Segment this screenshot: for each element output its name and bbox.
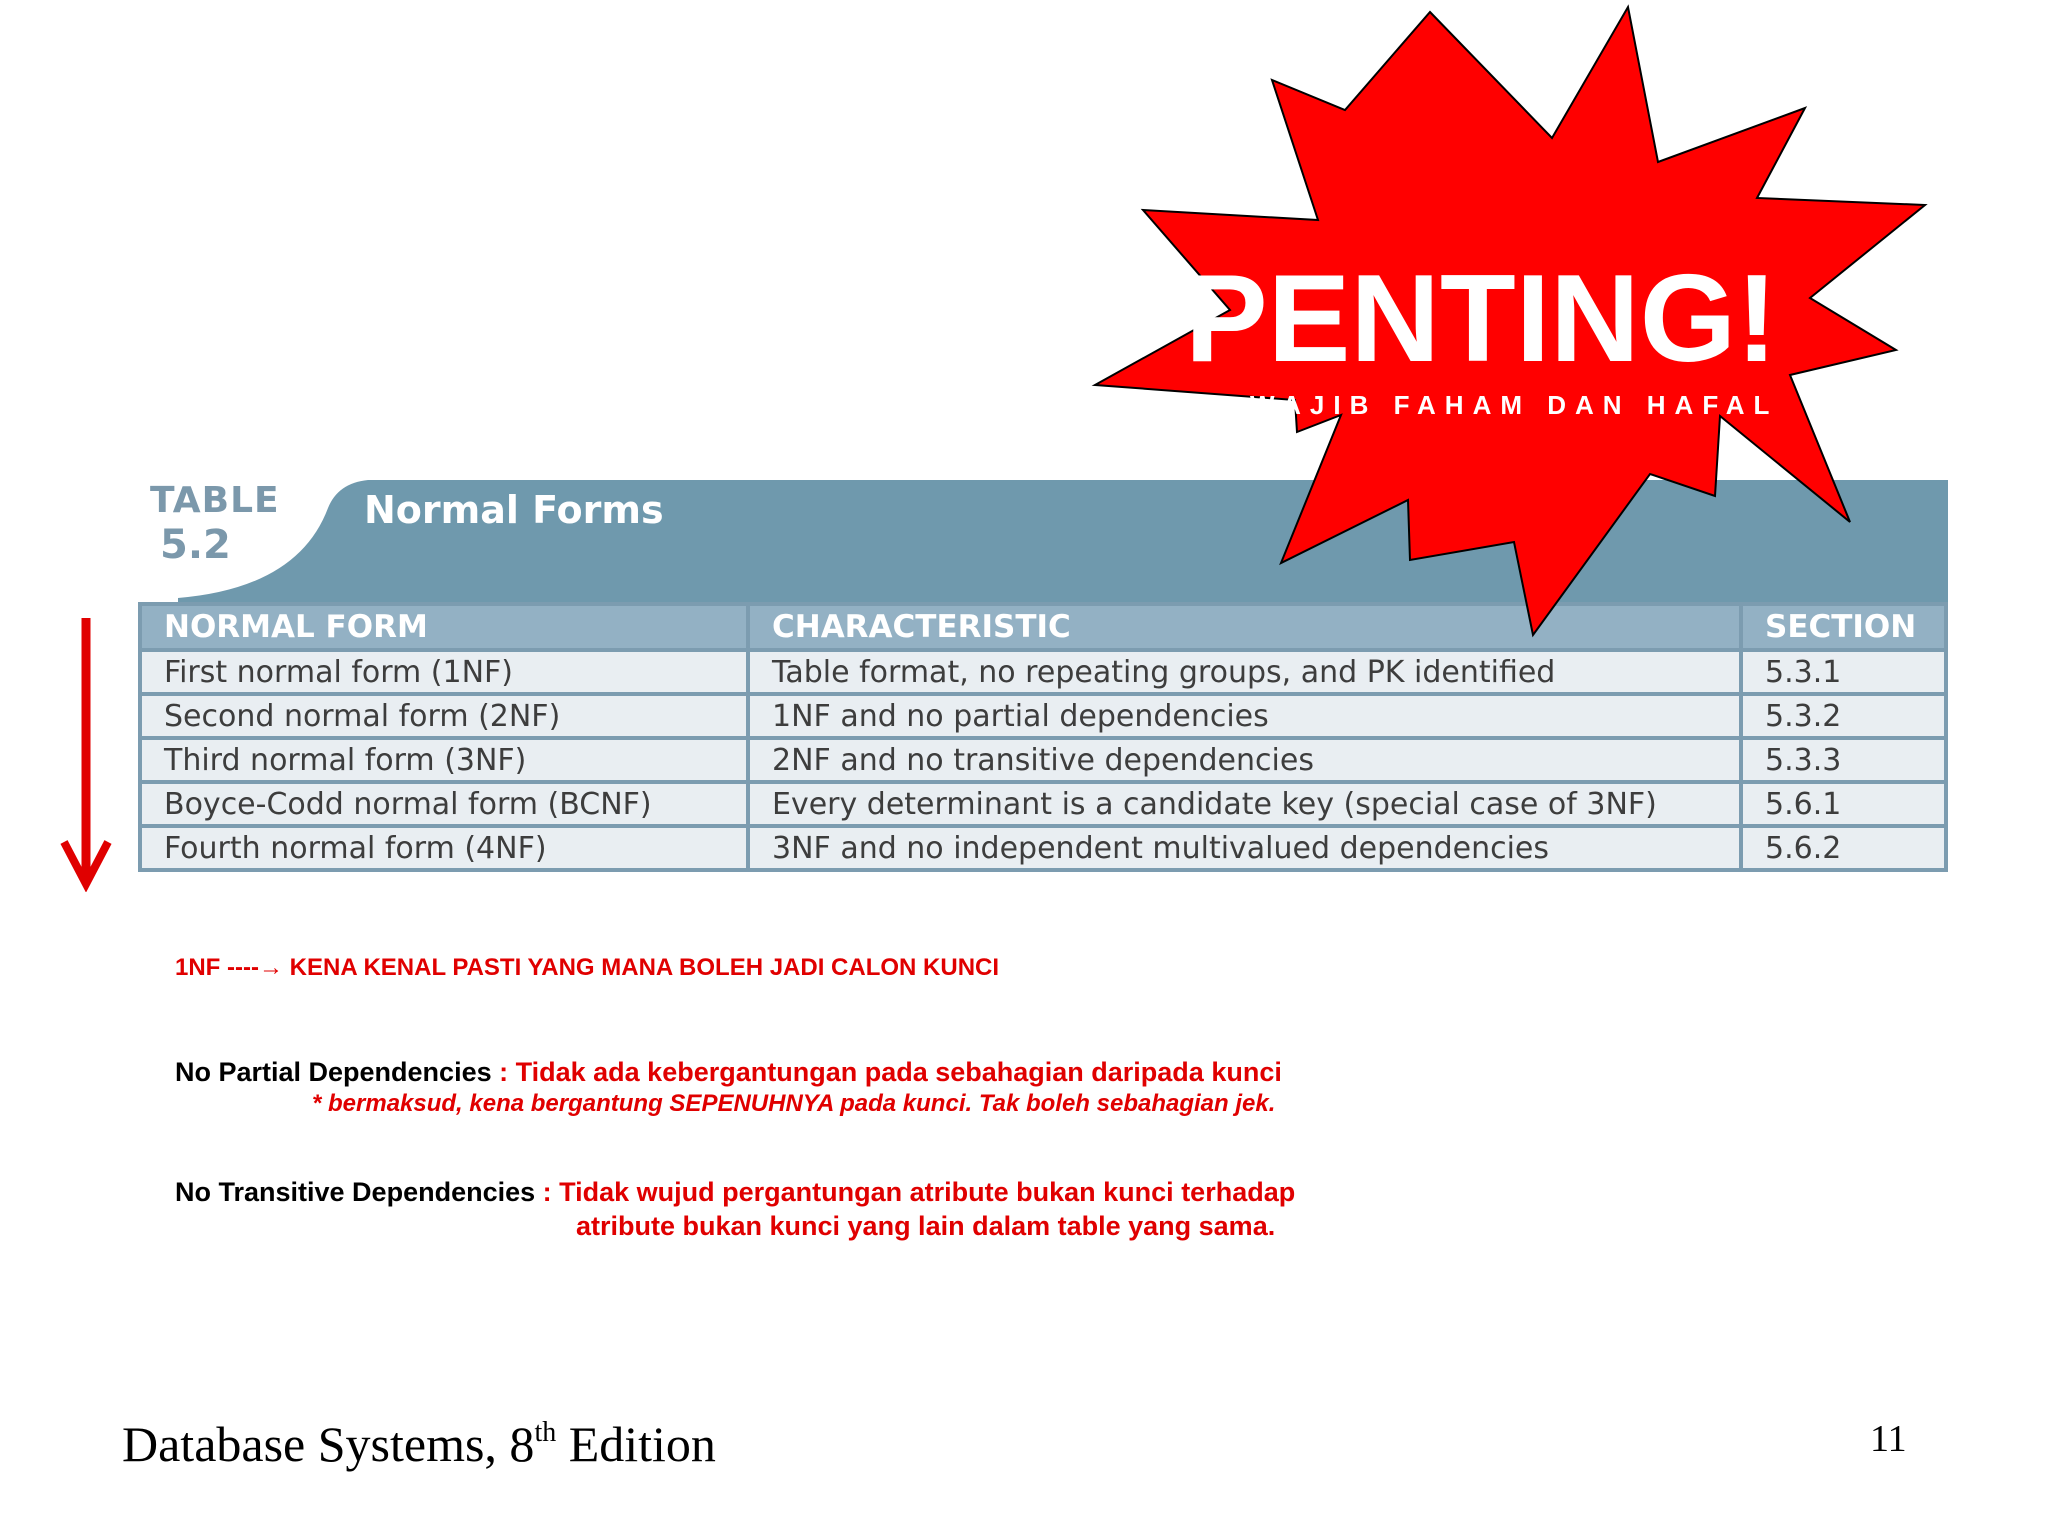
- cell-characteristic: Every determinant is a candidate key (special case of 3NF): [748, 782, 1741, 826]
- right-arrow-icon: →: [258, 954, 283, 981]
- cell-section: 5.6.2: [1741, 826, 1946, 870]
- partial-term: No Partial Dependencies: [175, 1057, 492, 1087]
- cell-normal-form: First normal form (1NF): [140, 650, 748, 694]
- cell-normal-form: Third normal form (3NF): [140, 738, 748, 782]
- callout-subtitle: WAJIB FAHAM DAN HAFAL: [1250, 390, 1779, 420]
- cell-normal-form: Second normal form (2NF): [140, 694, 748, 738]
- down-arrow-icon: [60, 618, 116, 892]
- cell-section: 5.3.2: [1741, 694, 1946, 738]
- table-label-word: TABLE: [150, 480, 280, 521]
- table-title: Normal Forms: [364, 488, 664, 532]
- note-partial-dependencies: [175, 1057, 1282, 1088]
- cell-section: 5.3.3: [1741, 738, 1946, 782]
- cell-characteristic: 2NF and no transitive dependencies: [748, 738, 1741, 782]
- partial-detail: * bermaksud, kena bergantung SEPENUHNYA pada kunci. Tak boleh sebahagian jek.: [312, 1090, 1276, 1117]
- cell-section: 5.3.1: [1741, 650, 1946, 694]
- transitive-definition: : Tidak wujud pergantungan atribute bukan kunci terhadap: [542, 1177, 1296, 1207]
- header-section: SECTION: [1741, 604, 1946, 650]
- table-row: [140, 782, 1946, 826]
- cell-characteristic: 3NF and no independent multivalued dependencies: [748, 826, 1741, 870]
- cell-characteristic: 1NF and no partial dependencies: [748, 694, 1741, 738]
- table-row: [140, 694, 1946, 738]
- page-number: 11: [1870, 1418, 1907, 1460]
- cell-section: 5.6.1: [1741, 782, 1946, 826]
- note-1nf-label: 1NF ----: [175, 954, 259, 981]
- header-normal-form: NORMAL FORM: [140, 604, 748, 650]
- note-1nf-text: KENA KENAL PASTI YANG MANA BOLEH JADI CALON KUNCI: [289, 954, 1000, 981]
- table-row: [140, 826, 1946, 870]
- note-1nf: [175, 954, 999, 982]
- normal-forms-table: [138, 602, 1948, 872]
- partial-definition: : Tidak ada kebergantungan pada sebahagian daripada kunci: [499, 1057, 1282, 1087]
- table-row: [140, 650, 1946, 694]
- footer-title-end: Edition: [556, 1416, 716, 1472]
- footer-title-main: Database Systems, 8: [122, 1416, 535, 1472]
- note-transitive-dependencies: [175, 1177, 1295, 1208]
- transitive-term: No Transitive Dependencies: [175, 1177, 536, 1207]
- header-characteristic: CHARACTERISTIC: [748, 604, 1741, 650]
- cell-normal-form: Boyce-Codd normal form (BCNF): [140, 782, 748, 826]
- table-label-number: 5.2: [160, 522, 231, 568]
- footer-title-superscript: th: [534, 1417, 557, 1448]
- cell-characteristic: Table format, no repeating groups, and PK identified: [748, 650, 1741, 694]
- table-row: [140, 738, 1946, 782]
- callout-title: PENTING!: [1185, 250, 1778, 388]
- cell-normal-form: Fourth normal form (4NF): [140, 826, 748, 870]
- transitive-definition-continued: atribute bukan kunci yang lain dalam table yang sama.: [576, 1211, 1276, 1241]
- footer-title: [122, 1415, 716, 1473]
